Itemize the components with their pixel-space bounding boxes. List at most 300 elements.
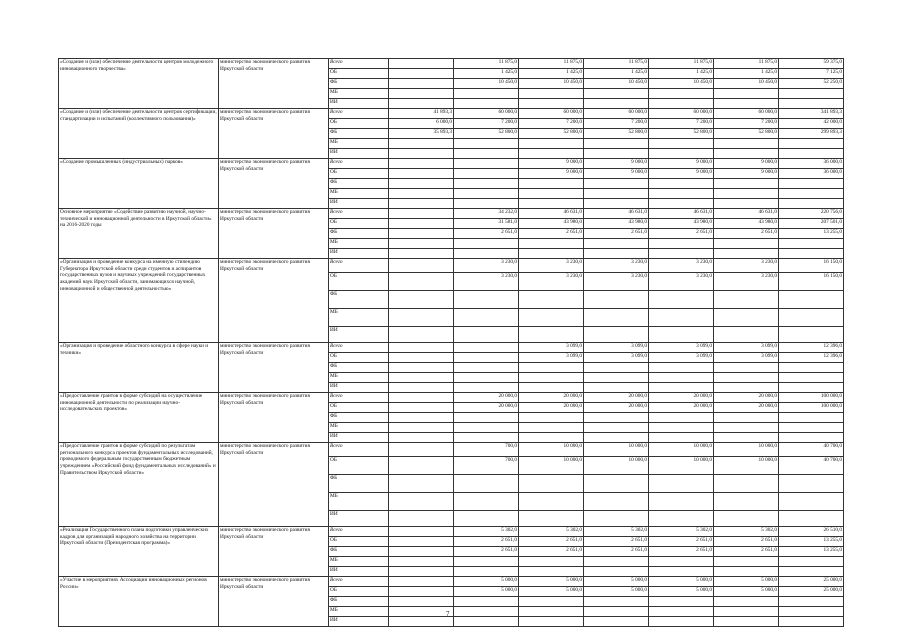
year-value-cell: 52 800,0 [519,129,584,139]
year-value-cell [389,209,454,219]
year-value-cell [584,493,649,511]
year-value-cell: 10 000,0 [519,457,584,475]
year-value-cell [519,149,584,159]
measure-name-cell: Основное мероприятие «Содействие развитию научной, научно-технической и инновационной деятельности в Иркутской области» на 2016-2020 годы [59,209,219,259]
table-row [59,577,844,587]
year-value-cell: 46 631,0 [714,209,779,219]
year-value-cell: 7 200,0 [454,119,519,129]
funding-source-cell: ИИ [329,327,389,343]
year-value-cell [389,189,454,199]
year-value-cell: 5 302,0 [714,527,779,537]
funding-source-cell: ОБ [329,587,389,597]
year-value-cell: 10 450,0 [649,79,714,89]
total-cell [779,139,844,149]
year-value-cell [389,179,454,189]
year-value-cell: 3 230,0 [714,259,779,273]
year-value-cell [714,363,779,373]
funding-source-cell: ФБ [329,363,389,373]
year-value-cell [454,383,519,393]
year-value-cell: 60 000,0 [714,109,779,119]
year-value-cell [389,403,454,413]
year-value-cell: 46 631,0 [519,209,584,219]
year-value-cell [389,511,454,527]
total-cell: 36 000,0 [779,159,844,169]
total-cell [779,557,844,567]
year-value-cell: 2 651,0 [519,229,584,239]
year-value-cell [389,159,454,169]
year-value-cell [389,59,454,69]
year-value-cell [389,557,454,567]
total-cell: 13 255,0 [779,547,844,557]
total-cell [779,373,844,383]
year-value-cell [454,557,519,567]
executor-cell: министерство экономического развития Иркутской области [219,443,329,527]
year-value-cell [584,149,649,159]
year-value-cell: 52 800,0 [584,129,649,139]
year-value-cell [389,587,454,597]
year-value-cell: 9 000,0 [584,159,649,169]
year-value-cell [649,363,714,373]
year-value-cell: 1 425,0 [519,69,584,79]
year-value-cell: 3 230,0 [584,259,649,273]
year-value-cell [714,607,779,617]
executor-cell: министерство экономического развития Иркутской области [219,59,329,109]
funding-source-cell: МБ [329,557,389,567]
year-value-cell: 60 000,0 [454,109,519,119]
year-value-cell [584,597,649,607]
year-value-cell [584,475,649,493]
total-cell [779,291,844,309]
year-value-cell: 41 893,3 [389,109,454,119]
funding-source-cell: МБ [329,309,389,327]
year-value-cell: 10 000,0 [649,443,714,457]
year-value-cell: 3 230,0 [649,273,714,291]
year-value-cell [584,309,649,327]
year-value-cell [389,99,454,109]
year-value-cell [584,423,649,433]
total-cell: 59 375,0 [779,59,844,69]
year-value-cell [454,199,519,209]
funding-source-cell: ИИ [329,249,389,259]
total-cell: 299 893,3 [779,129,844,139]
year-value-cell [454,149,519,159]
total-cell: 40 700,0 [779,457,844,475]
funding-source-cell: ИИ [329,199,389,209]
year-value-cell [454,189,519,199]
year-value-cell: 5 000,0 [454,577,519,587]
year-value-cell [584,567,649,577]
total-cell: 25 000,0 [779,577,844,587]
year-value-cell [584,373,649,383]
year-value-cell [584,89,649,99]
year-value-cell: 7 200,0 [584,119,649,129]
year-value-cell: 20 000,0 [454,393,519,403]
year-value-cell [519,617,584,627]
funding-source-cell: ОБ [329,169,389,179]
year-value-cell [714,567,779,577]
page-number: 7 [446,610,450,618]
year-value-cell [714,179,779,189]
year-value-cell: 10 000,0 [714,457,779,475]
year-value-cell [649,309,714,327]
year-value-cell [519,373,584,383]
year-value-cell [454,159,519,169]
year-value-cell [519,567,584,577]
year-value-cell [389,577,454,587]
funding-source-cell: МБ [329,239,389,249]
year-value-cell [454,239,519,249]
funding-source-cell: ОБ [329,273,389,291]
year-value-cell [454,291,519,309]
year-value-cell [519,493,584,511]
year-value-cell: 3 230,0 [584,273,649,291]
year-value-cell [714,149,779,159]
year-value-cell [454,567,519,577]
year-value-cell [454,169,519,179]
year-value-cell [649,327,714,343]
year-value-cell: 700,0 [454,457,519,475]
year-value-cell: 2 651,0 [584,537,649,547]
measure-name-cell: «Предоставление грантов в форме субсидий по результатам регионального конкурса проектов фундаментальных исследований, проводимого федеральным государственным бюджетным учреждением «Российский фонд фундаментальных исследований» и Правительством Иркутской области» [59,443,219,527]
year-value-cell [584,607,649,617]
year-value-cell: 20 000,0 [584,403,649,413]
year-value-cell [519,99,584,109]
year-value-cell: 5 000,0 [649,587,714,597]
year-value-cell: 9 000,0 [584,169,649,179]
year-value-cell: 11 875,0 [584,59,649,69]
executor-cell: министерство экономического развития Иркутской области [219,393,329,443]
year-value-cell [389,259,454,273]
year-value-cell [649,383,714,393]
budget-table [58,58,844,627]
year-value-cell [649,149,714,159]
total-cell: 100 000,0 [779,403,844,413]
total-cell [779,239,844,249]
year-value-cell: 5 000,0 [454,587,519,597]
year-value-cell [389,433,454,443]
total-cell [779,383,844,393]
year-value-cell: 43 980,0 [714,219,779,229]
year-value-cell: 2 651,0 [649,537,714,547]
year-value-cell [389,69,454,79]
funding-source-cell: ОБ [329,219,389,229]
year-value-cell: 3 099,0 [649,343,714,353]
year-value-cell [714,493,779,511]
total-cell [779,607,844,617]
year-value-cell: 700,0 [454,443,519,457]
year-value-cell: 1 425,0 [584,69,649,79]
total-cell [779,617,844,627]
funding-source-cell: ИИ [329,149,389,159]
year-value-cell: 9 000,0 [649,169,714,179]
funding-source-cell: Всего [329,109,389,119]
year-value-cell: 7 200,0 [714,119,779,129]
total-cell [779,199,844,209]
year-value-cell: 20 000,0 [519,403,584,413]
year-value-cell [714,423,779,433]
year-value-cell: 34 232,0 [454,209,519,219]
year-value-cell [714,199,779,209]
total-cell [779,149,844,159]
year-value-cell: 46 631,0 [584,209,649,219]
year-value-cell [519,433,584,443]
total-cell [779,493,844,511]
year-value-cell: 20 000,0 [649,403,714,413]
year-value-cell [519,189,584,199]
year-value-cell [389,423,454,433]
year-value-cell: 9 000,0 [519,169,584,179]
year-value-cell: 43 980,0 [649,219,714,229]
year-value-cell [584,383,649,393]
year-value-cell [649,99,714,109]
year-value-cell: 10 000,0 [584,443,649,457]
total-cell: 100 000,0 [779,393,844,403]
funding-source-cell: Всего [329,393,389,403]
total-cell: 40 700,0 [779,443,844,457]
year-value-cell [714,139,779,149]
executor-cell: министерство экономического развития Иркутской области [219,527,329,577]
year-value-cell: 60 000,0 [649,109,714,119]
year-value-cell: 20 000,0 [519,393,584,403]
year-value-cell: 5 000,0 [649,577,714,587]
year-value-cell: 3 230,0 [714,273,779,291]
year-value-cell: 10 000,0 [714,443,779,457]
year-value-cell: 10 450,0 [519,79,584,89]
year-value-cell [649,475,714,493]
year-value-cell [584,99,649,109]
year-value-cell [714,189,779,199]
year-value-cell: 7 200,0 [519,119,584,129]
year-value-cell [454,343,519,353]
year-value-cell: 9 000,0 [714,159,779,169]
year-value-cell [519,423,584,433]
year-value-cell [454,363,519,373]
funding-source-cell: МБ [329,89,389,99]
year-value-cell: 3 230,0 [519,259,584,273]
year-value-cell: 5 302,0 [519,527,584,537]
year-value-cell [519,597,584,607]
year-value-cell: 52 800,0 [649,129,714,139]
year-value-cell [584,179,649,189]
year-value-cell [389,239,454,249]
funding-source-cell: Всего [329,343,389,353]
funding-source-cell: ОБ [329,537,389,547]
year-value-cell [389,139,454,149]
year-value-cell [519,413,584,423]
total-cell [779,309,844,327]
year-value-cell [714,89,779,99]
funding-source-cell: ИИ [329,511,389,527]
year-value-cell [649,597,714,607]
total-cell [779,249,844,259]
year-value-cell [389,597,454,607]
year-value-cell [649,607,714,617]
year-value-cell: 5 302,0 [649,527,714,537]
year-value-cell [584,617,649,627]
year-value-cell [389,493,454,511]
year-value-cell [389,79,454,89]
total-cell [779,597,844,607]
year-value-cell [454,373,519,383]
year-value-cell [584,249,649,259]
year-value-cell [714,291,779,309]
year-value-cell [714,249,779,259]
year-value-cell [519,475,584,493]
year-value-cell [389,249,454,259]
measure-name-cell: «Создание и (или) обеспечение деятельности центров сертификации, стандартизации и испытаний (коллективного пользования)» [59,109,219,159]
table-row [59,59,844,69]
table-row [59,259,844,273]
year-value-cell [389,537,454,547]
year-value-cell [584,139,649,149]
year-value-cell: 11 875,0 [454,59,519,69]
year-value-cell [649,199,714,209]
year-value-cell: 5 000,0 [584,587,649,597]
year-value-cell: 5 000,0 [584,577,649,587]
funding-source-cell: Всего [329,159,389,169]
year-value-cell: 20 000,0 [454,403,519,413]
year-value-cell: 60 000,0 [519,109,584,119]
year-value-cell [519,249,584,259]
year-value-cell [714,383,779,393]
funding-source-cell: ИИ [329,617,389,627]
year-value-cell [519,327,584,343]
total-cell [779,179,844,189]
year-value-cell: 10 000,0 [584,457,649,475]
year-value-cell: 5 000,0 [714,577,779,587]
year-value-cell: 5 302,0 [584,527,649,537]
year-value-cell [389,363,454,373]
funding-source-cell: Всего [329,59,389,69]
total-cell: 16 150,0 [779,259,844,273]
year-value-cell: 11 875,0 [649,59,714,69]
year-value-cell: 3 099,0 [649,353,714,363]
funding-source-cell: МБ [329,139,389,149]
year-value-cell [649,423,714,433]
year-value-cell [714,433,779,443]
table-row [59,209,844,219]
funding-source-cell: Всего [329,209,389,219]
year-value-cell [389,149,454,159]
executor-cell: министерство экономического развития Иркутской области [219,259,329,343]
year-value-cell [519,199,584,209]
year-value-cell [454,139,519,149]
year-value-cell: 3 099,0 [519,353,584,363]
year-value-cell [389,567,454,577]
year-value-cell: 5 000,0 [519,587,584,597]
funding-source-cell: МБ [329,189,389,199]
year-value-cell [584,433,649,443]
total-cell [779,433,844,443]
year-value-cell [714,475,779,493]
year-value-cell: 3 099,0 [714,343,779,353]
total-cell: 7 125,0 [779,69,844,79]
year-value-cell [714,511,779,527]
year-value-cell: 43 980,0 [519,219,584,229]
year-value-cell [584,363,649,373]
funding-source-cell: МБ [329,493,389,511]
executor-cell: министерство экономического развития Иркутской области [219,159,329,209]
year-value-cell [454,475,519,493]
funding-source-cell: ФБ [329,597,389,607]
year-value-cell [584,239,649,249]
total-cell: 16 150,0 [779,273,844,291]
year-value-cell [389,327,454,343]
total-cell: 26 510,0 [779,527,844,537]
year-value-cell [454,493,519,511]
year-value-cell: 5 000,0 [519,577,584,587]
total-cell [779,363,844,373]
total-cell [779,423,844,433]
funding-source-cell: ФБ [329,129,389,139]
total-cell [779,99,844,109]
total-cell: 36 000,0 [779,169,844,179]
funding-source-cell: ФБ [329,475,389,493]
year-value-cell [389,547,454,557]
year-value-cell [389,617,454,627]
measure-name-cell: «Организация и проведение областного конкурса в сфере науки и техники» [59,343,219,393]
year-value-cell [389,393,454,403]
total-cell: 52 250,0 [779,79,844,89]
total-cell: 207 501,0 [779,219,844,229]
year-value-cell: 2 651,0 [454,537,519,547]
year-value-cell [519,89,584,99]
year-value-cell: 2 651,0 [519,547,584,557]
year-value-cell [389,607,454,617]
year-value-cell: 2 651,0 [454,547,519,557]
year-value-cell [389,169,454,179]
year-value-cell: 3 099,0 [584,343,649,353]
total-cell [779,567,844,577]
funding-source-cell: ИИ [329,383,389,393]
year-value-cell [454,353,519,363]
total-cell: 341 893,3 [779,109,844,119]
year-value-cell: 46 631,0 [649,209,714,219]
funding-source-cell: МБ [329,607,389,617]
total-cell: 42 000,0 [779,119,844,129]
table-row [59,393,844,403]
year-value-cell: 1 425,0 [714,69,779,79]
year-value-cell [649,239,714,249]
year-value-cell [519,139,584,149]
year-value-cell [714,373,779,383]
funding-source-cell: ИИ [329,567,389,577]
executor-cell: министерство экономического развития Иркутской области [219,343,329,393]
year-value-cell: 9 000,0 [649,159,714,169]
total-cell [779,189,844,199]
table-row [59,443,844,457]
year-value-cell [454,99,519,109]
year-value-cell [389,229,454,239]
executor-cell: министерство экономического развития Иркутской области [219,109,329,159]
year-value-cell [649,557,714,567]
year-value-cell [714,327,779,343]
year-value-cell: 2 651,0 [649,547,714,557]
year-value-cell [519,179,584,189]
total-cell [779,475,844,493]
year-value-cell: 2 651,0 [454,229,519,239]
funding-source-cell: ОБ [329,403,389,413]
funding-source-cell: ФБ [329,291,389,309]
year-value-cell: 5 302,0 [454,527,519,537]
table-row [59,343,844,353]
year-value-cell: 1 425,0 [649,69,714,79]
funding-source-cell: ОБ [329,353,389,363]
year-value-cell: 3 099,0 [584,353,649,363]
year-value-cell [649,617,714,627]
year-value-cell: 10 000,0 [649,457,714,475]
measure-name-cell: «Создание промышленных (индустриальных) парков» [59,159,219,209]
